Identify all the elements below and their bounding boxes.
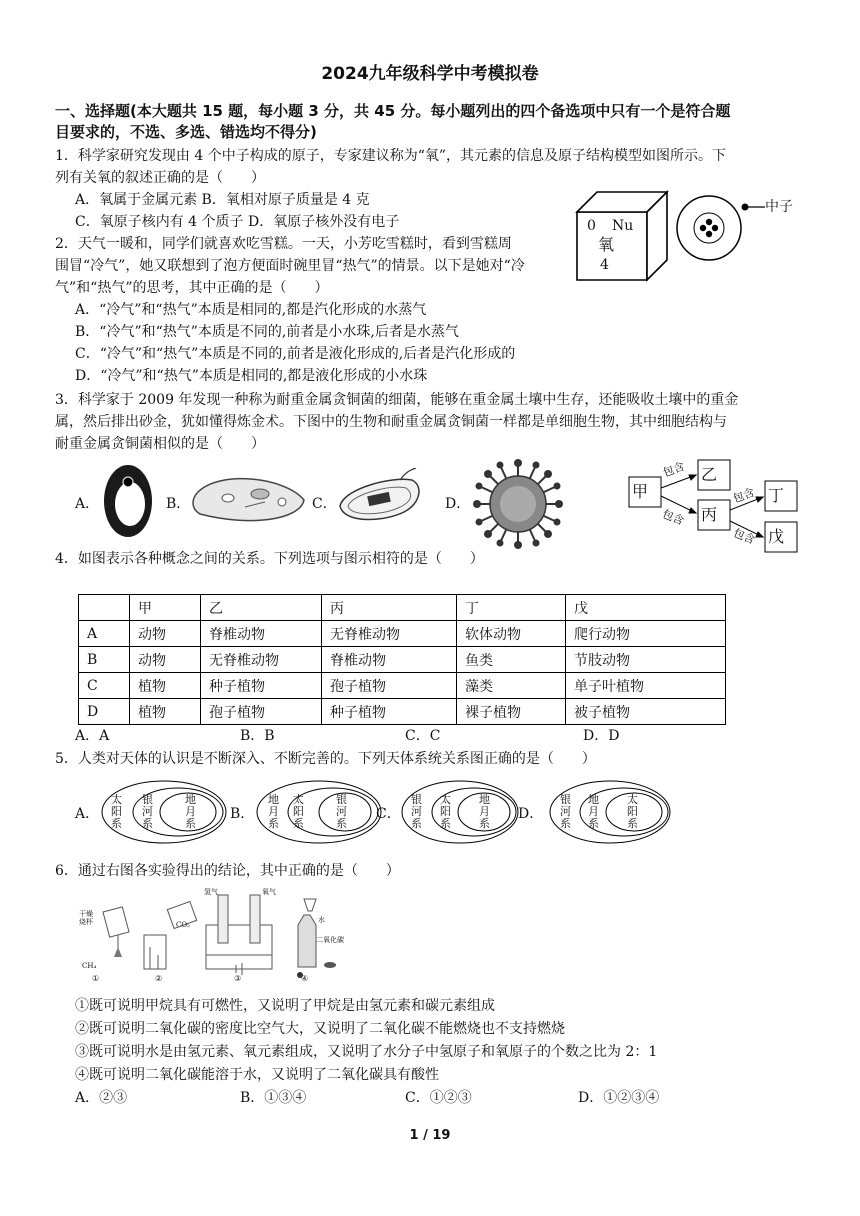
- table-cell: 植物: [130, 699, 201, 725]
- q6-fig-num-1: ①: [92, 974, 100, 983]
- q6-option-c: C．①②③: [405, 1090, 472, 1106]
- q2-option-a: A．“冷气”和“热气”本质是相同的,都是汽化形成的水蒸气: [75, 302, 427, 318]
- q6-fig-num-3: ③: [234, 974, 242, 983]
- q4-option-a: A．A: [75, 728, 110, 744]
- neutron-dot: [706, 219, 712, 225]
- q3-stem-line1: 3．科学家于 2009 年发现一种称为耐重金属贪铜菌的细菌，能够在重金属土壤中生存，还能吸收土壤中的重金: [55, 392, 739, 408]
- q5-a-inner: 地月系: [185, 793, 196, 830]
- table-cell: 无脊椎动物: [201, 647, 322, 673]
- table-cell: 被子植物: [566, 699, 726, 725]
- q1-element-name: 氧: [598, 235, 615, 254]
- q5-c-inner: 地月系: [479, 793, 490, 830]
- q1-atomic-number: 0: [587, 218, 596, 234]
- q1-options-cd: C．氧原子核内有 4 个质子 D．氧原子核外没有电子: [75, 214, 400, 230]
- table-cell: 单子叶植物: [566, 673, 726, 699]
- neutron-dot: [700, 225, 706, 231]
- table-cell: 甲: [130, 595, 201, 621]
- table-cell: 丁: [457, 595, 566, 621]
- q4-table: [78, 594, 726, 725]
- table-cell: B: [79, 647, 130, 673]
- q6-option-b: B．①③④: [240, 1090, 307, 1106]
- table-cell: 乙: [201, 595, 322, 621]
- q6-statement-3: ③既可说明水是由氢元素、氧元素组成，又说明了水分子中氢原子和氧原子的个数之比为 2：1: [75, 1044, 658, 1060]
- q5-label-c: C．: [376, 806, 401, 822]
- q4-option-c: C．C: [405, 728, 441, 744]
- q4-option-b: B．B: [240, 728, 275, 744]
- q4-stem: 4．如图表示各种概念之间的关系。下列选项与图示相符的是（ ）: [55, 551, 484, 567]
- q6-fig-water: 水: [318, 916, 325, 924]
- q3-virus-figure: [472, 458, 564, 550]
- q5-d-inner: 太阳系: [627, 793, 638, 830]
- q6-option-a: A．②③: [75, 1090, 128, 1106]
- q3-bacterium-figure: [334, 468, 426, 528]
- table-cell: [79, 595, 130, 621]
- table-row: [79, 647, 726, 673]
- section-heading-line2: 目要求的，不选、多选、错选均不得分): [55, 123, 317, 141]
- table-cell: 种子植物: [201, 673, 322, 699]
- q2-option-b: B．“冷气”和“热气”本质是不同的,前者是小水珠,后者是水蒸气: [75, 324, 459, 340]
- q5-stem: 5．人类对天体的认识是不断深入、不断完善的。下列天体系统关系图正确的是（ ）: [55, 751, 596, 767]
- q6-fig-co2-cn: 二氧化碳: [316, 936, 344, 944]
- q3-paramecium-figure: [190, 472, 310, 528]
- q6-fig-ch4: CH₄: [82, 962, 97, 970]
- q5-a-outer: 太阳系: [111, 793, 122, 830]
- q6-stem: 6．通过右图各实验得出的结论，其中正确的是（ ）: [55, 863, 400, 879]
- q5-label-a: A．: [75, 806, 100, 822]
- q5-c-middle: 太阳系: [440, 793, 451, 830]
- table-cell: 节肢动物: [566, 647, 726, 673]
- table-row: [79, 621, 726, 647]
- q6-option-d: D．①②③④: [578, 1090, 660, 1106]
- q6-fig-o2: 氧气: [262, 888, 276, 896]
- q5-c-outer: 银河系: [411, 793, 422, 830]
- q1-stem-line2: 列有关氧的叙述正确的是（ ）: [55, 170, 265, 186]
- table-cell: 植物: [130, 673, 201, 699]
- q1-element-card-figure: [575, 190, 670, 282]
- q1-neutron-label: 中子: [765, 199, 793, 215]
- q2-stem-line1: 2．天气一暖和，同学们就喜欢吃雪糕。一天，小芳吃雪糕时，看到雪糕周: [55, 236, 512, 252]
- table-cell: 爬行动物: [566, 621, 726, 647]
- q4-contains-label-1: 包含: [661, 459, 687, 480]
- q5-b-middle: 太阳系: [293, 793, 304, 830]
- q5-label-b: B．: [230, 806, 255, 822]
- q3-label-c: C．: [312, 496, 337, 512]
- table-row: [79, 673, 726, 699]
- q3-stem-line2: 属，然后排出砂金，犹如懂得炼金术。下图中的生物和耐重金属贪铜菌一样都是单细胞生物，其中细胞结构与: [55, 414, 727, 430]
- q3-label-a: A．: [75, 496, 100, 512]
- q5-d-outer: 银河系: [560, 793, 571, 830]
- q1-atomic-mass: 4: [600, 257, 609, 273]
- table-row: [79, 595, 726, 621]
- page-title: 2024九年级科学中考模拟卷: [321, 64, 539, 84]
- q4-diagram-ding: 丁: [768, 486, 785, 505]
- q4-contains-label-4: 包含: [731, 526, 757, 547]
- table-cell: 孢子植物: [322, 673, 457, 699]
- table-cell: 鱼类: [457, 647, 566, 673]
- page-number: 1 / 19: [409, 1128, 451, 1143]
- table-cell: 软体动物: [457, 621, 566, 647]
- table-cell: A: [79, 621, 130, 647]
- table-cell: 脊椎动物: [322, 647, 457, 673]
- q6-statement-4: ④既可说明二氧化碳能溶于水，又说明了二氧化碳具有酸性: [75, 1067, 439, 1083]
- table-cell: 丙: [322, 595, 457, 621]
- table-cell: 孢子植物: [201, 699, 322, 725]
- table-cell: C: [79, 673, 130, 699]
- q2-option-c: C．“冷气”和“热气”本质是不同的,前者是液化形成的,后者是汽化形成的: [75, 346, 516, 362]
- q6-statement-1: ①既可说明甲烷具有可燃性，又说明了甲烷是由氢元素和碳元素组成: [75, 998, 495, 1014]
- q2-option-d: D．“冷气”和“热气”本质是相同的,都是液化形成的小水珠: [75, 368, 428, 384]
- q5-a-middle: 银河系: [142, 793, 153, 830]
- q4-option-d: D．D: [583, 728, 620, 744]
- q6-experiments-figure: [78, 885, 348, 983]
- q4-diagram-wu: 戊: [768, 527, 785, 546]
- q6-fig-h2: 氢气: [204, 888, 218, 896]
- q2-stem-line3: 气”和“热气”的思考，其中正确的是（ ）: [55, 280, 329, 296]
- q3-label-b: B．: [166, 496, 191, 512]
- table-cell: 种子植物: [322, 699, 457, 725]
- q3-cell-a-figure: [100, 462, 156, 540]
- table-cell: D: [79, 699, 130, 725]
- neutron-dot: [712, 225, 718, 231]
- q4-contains-label-3: 包含: [731, 485, 757, 506]
- q4-diagram-yi: 乙: [701, 465, 718, 484]
- q5-b-outer: 地月系: [268, 793, 279, 830]
- q5-d-middle: 地月系: [588, 793, 599, 830]
- table-cell: 无脊椎动物: [322, 621, 457, 647]
- section-heading-line1: 一、选择题(本大题共 15 题，每小题 3 分，共 45 分。每小题列出的四个备选项中只有一个是符合题: [55, 102, 731, 120]
- q6-statement-2: ②既可说明二氧化碳的密度比空气大，又说明了二氧化碳不能燃烧也不支持燃烧: [75, 1021, 565, 1037]
- q4-diagram-jia: 甲: [632, 482, 649, 501]
- q1-options-ab: A．氧属于金属元素 B．氧相对原子质量是 4 克: [75, 192, 370, 208]
- table-cell: 脊椎动物: [201, 621, 322, 647]
- q1-element-symbol: Nu: [612, 218, 634, 234]
- q3-stem-line3: 耐重金属贪铜菌相似的是（ ）: [55, 436, 265, 452]
- table-cell: 动物: [130, 647, 201, 673]
- q2-stem-line2: 围冒“冷气”，她又联想到了泡方便面时碗里冒“热气”的情景。以下是她对“冷: [55, 258, 525, 274]
- neutron-dot: [706, 231, 712, 237]
- q6-fig-co2: CO₂: [176, 921, 190, 929]
- table-cell: 裸子植物: [457, 699, 566, 725]
- q4-diagram-bing: 丙: [701, 505, 718, 524]
- q5-b-inner: 银河系: [336, 793, 347, 830]
- table-cell: 藻类: [457, 673, 566, 699]
- q4-contains-label-2: 包含: [660, 507, 686, 528]
- table-row: [79, 699, 726, 725]
- q1-stem-line1: 1．科学家研究发现由 4 个中子构成的原子，专家建议称为“氧”，其元素的信息及原子结构模型如图所示。下: [55, 148, 727, 164]
- q6-fig-num-4: ④: [301, 974, 309, 983]
- q6-fig-num-2: ②: [155, 974, 163, 983]
- table-cell: 动物: [130, 621, 201, 647]
- q6-fig-dry-beaker: 干燥烧杯: [79, 910, 93, 926]
- table-cell: 戊: [566, 595, 726, 621]
- q3-label-d: D．: [445, 496, 471, 512]
- q5-label-d: D．: [518, 806, 544, 822]
